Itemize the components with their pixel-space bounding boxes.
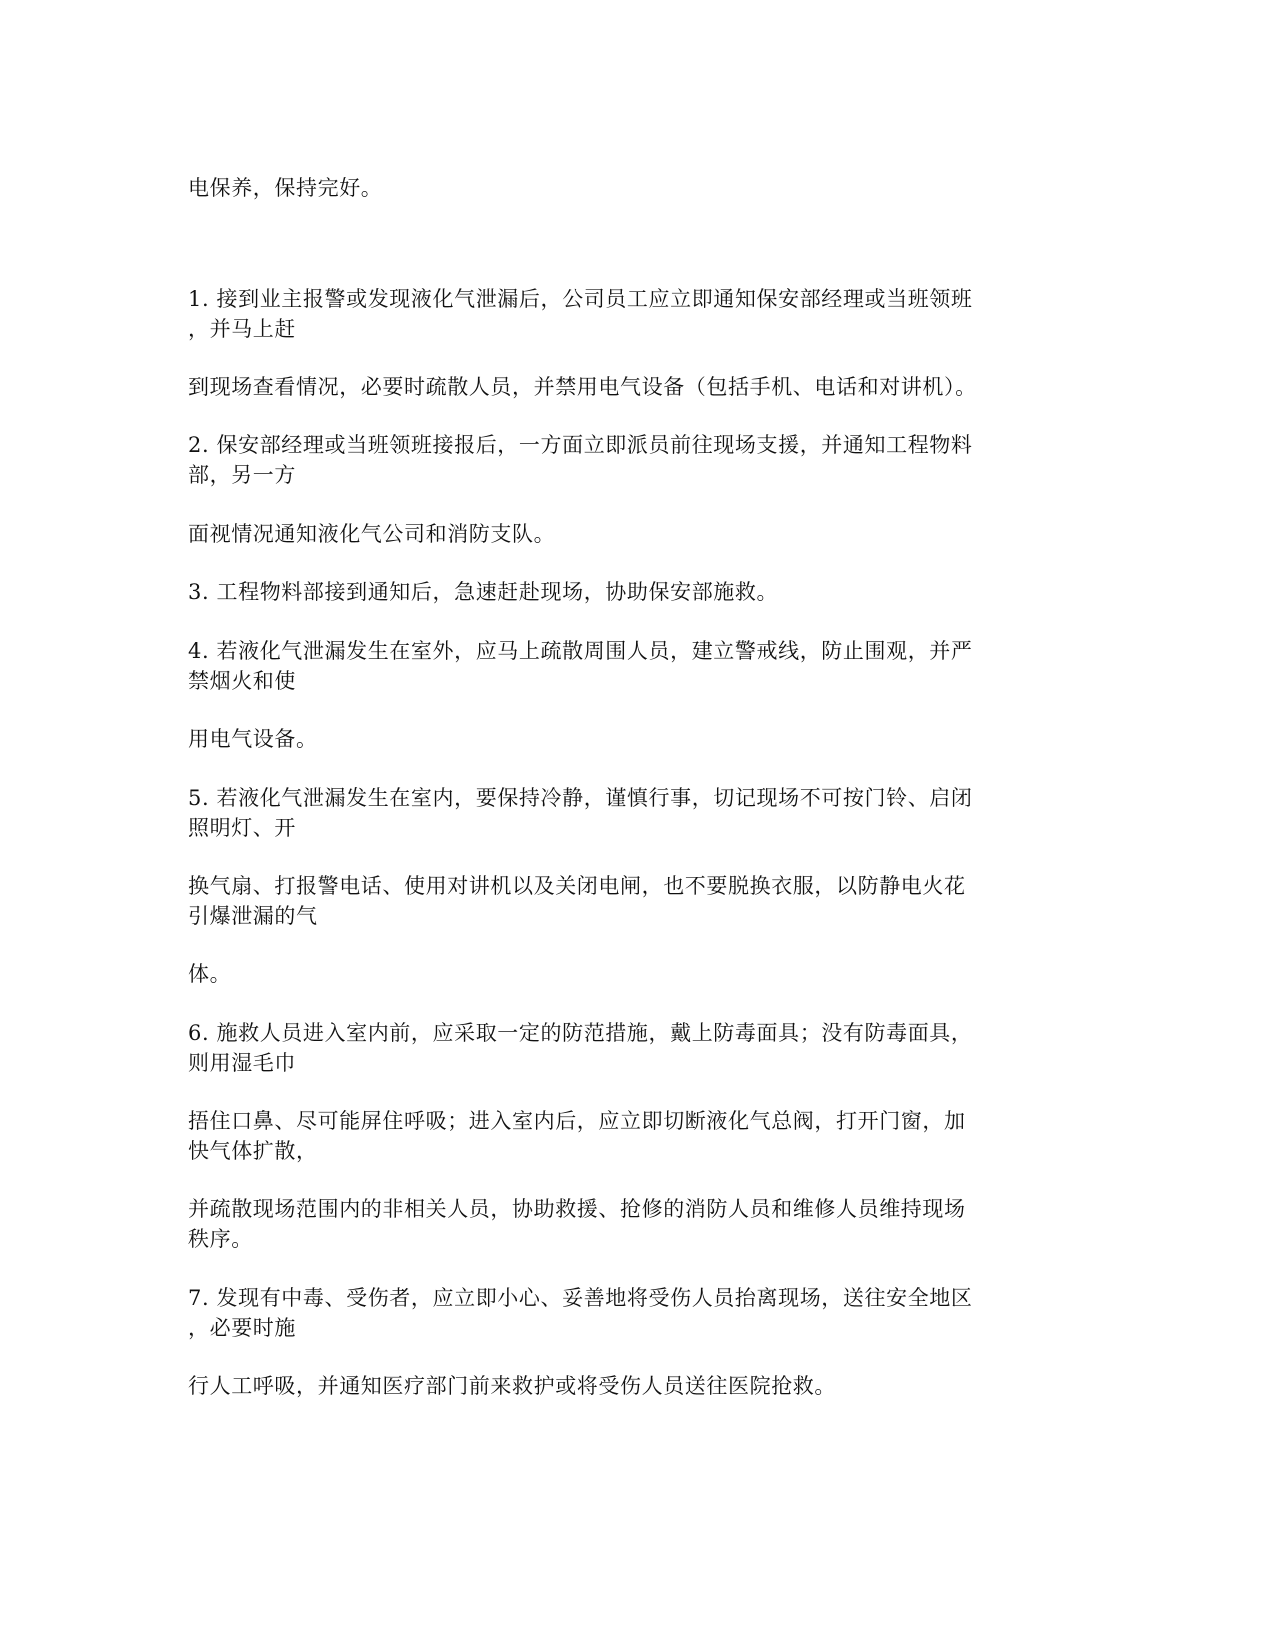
text-line: 4. 若液化气泄漏发生在室外，应马上疏散周围人员，建立警戒线，防止围观，并严 — [188, 639, 973, 663]
text-line: 7. 发现有中毒、受伤者，应立即小心、妥善地将受伤人员抬离现场，送往安全地区 — [188, 1286, 973, 1310]
text-line: 则用湿毛巾 — [188, 1051, 296, 1075]
text-line: 用电气设备。 — [188, 727, 318, 751]
text-line: 电保养，保持完好。 — [188, 176, 383, 200]
text-line: 5. 若液化气泄漏发生在室内，要保持冷静，谨慎行事，切记现场不可按门铃、启闭 — [188, 786, 973, 810]
text-line: 到现场查看情况，必要时疏散人员，并禁用电气设备（包括手机、电话和对讲机）。 — [188, 375, 977, 399]
text-line: 换气扇、打报警电话、使用对讲机以及关闭电闸，也不要脱换衣服，以防静电火花 — [188, 874, 966, 898]
text-line: 部，另一方 — [188, 463, 296, 487]
text-line: 禁烟火和使 — [188, 669, 296, 693]
text-line: 并疏散现场范围内的非相关人员，协助救援、抢修的消防人员和维修人员维持现场 — [188, 1197, 966, 1221]
text-line: 行人工呼吸，并通知医疗部门前来救护或将受伤人员送往医院抢救。 — [188, 1374, 836, 1398]
text-line: 秩序。 — [188, 1227, 253, 1251]
text-line: 3. 工程物料部接到通知后，急速赶赴现场，协助保安部施救。 — [188, 580, 779, 604]
text-line: 1. 接到业主报警或发现液化气泄漏后，公司员工应立即通知保安部经理或当班领班 — [188, 287, 973, 311]
text-line: 2. 保安部经理或当班领班接报后，一方面立即派员前往现场支援，并通知工程物料 — [188, 433, 973, 457]
text-line: 6. 施救人员进入室内前，应采取一定的防范措施，戴上防毒面具；没有防毒面具， — [188, 1021, 973, 1045]
text-line: ，并马上赶 — [188, 317, 296, 341]
text-line: 引爆泄漏的气 — [188, 904, 318, 928]
text-line: 捂住口鼻、尽可能屏住呼吸；进入室内后，应立即切断液化气总阀，打开门窗，加 — [188, 1109, 966, 1133]
text-line: 体。 — [188, 962, 232, 986]
text-line: ，必要时施 — [188, 1316, 296, 1340]
text-line: 面视情况通知液化气公司和消防支队。 — [188, 522, 556, 546]
text-line: 照明灯、开 — [188, 816, 296, 840]
text-line: 快气体扩散， — [188, 1139, 318, 1163]
